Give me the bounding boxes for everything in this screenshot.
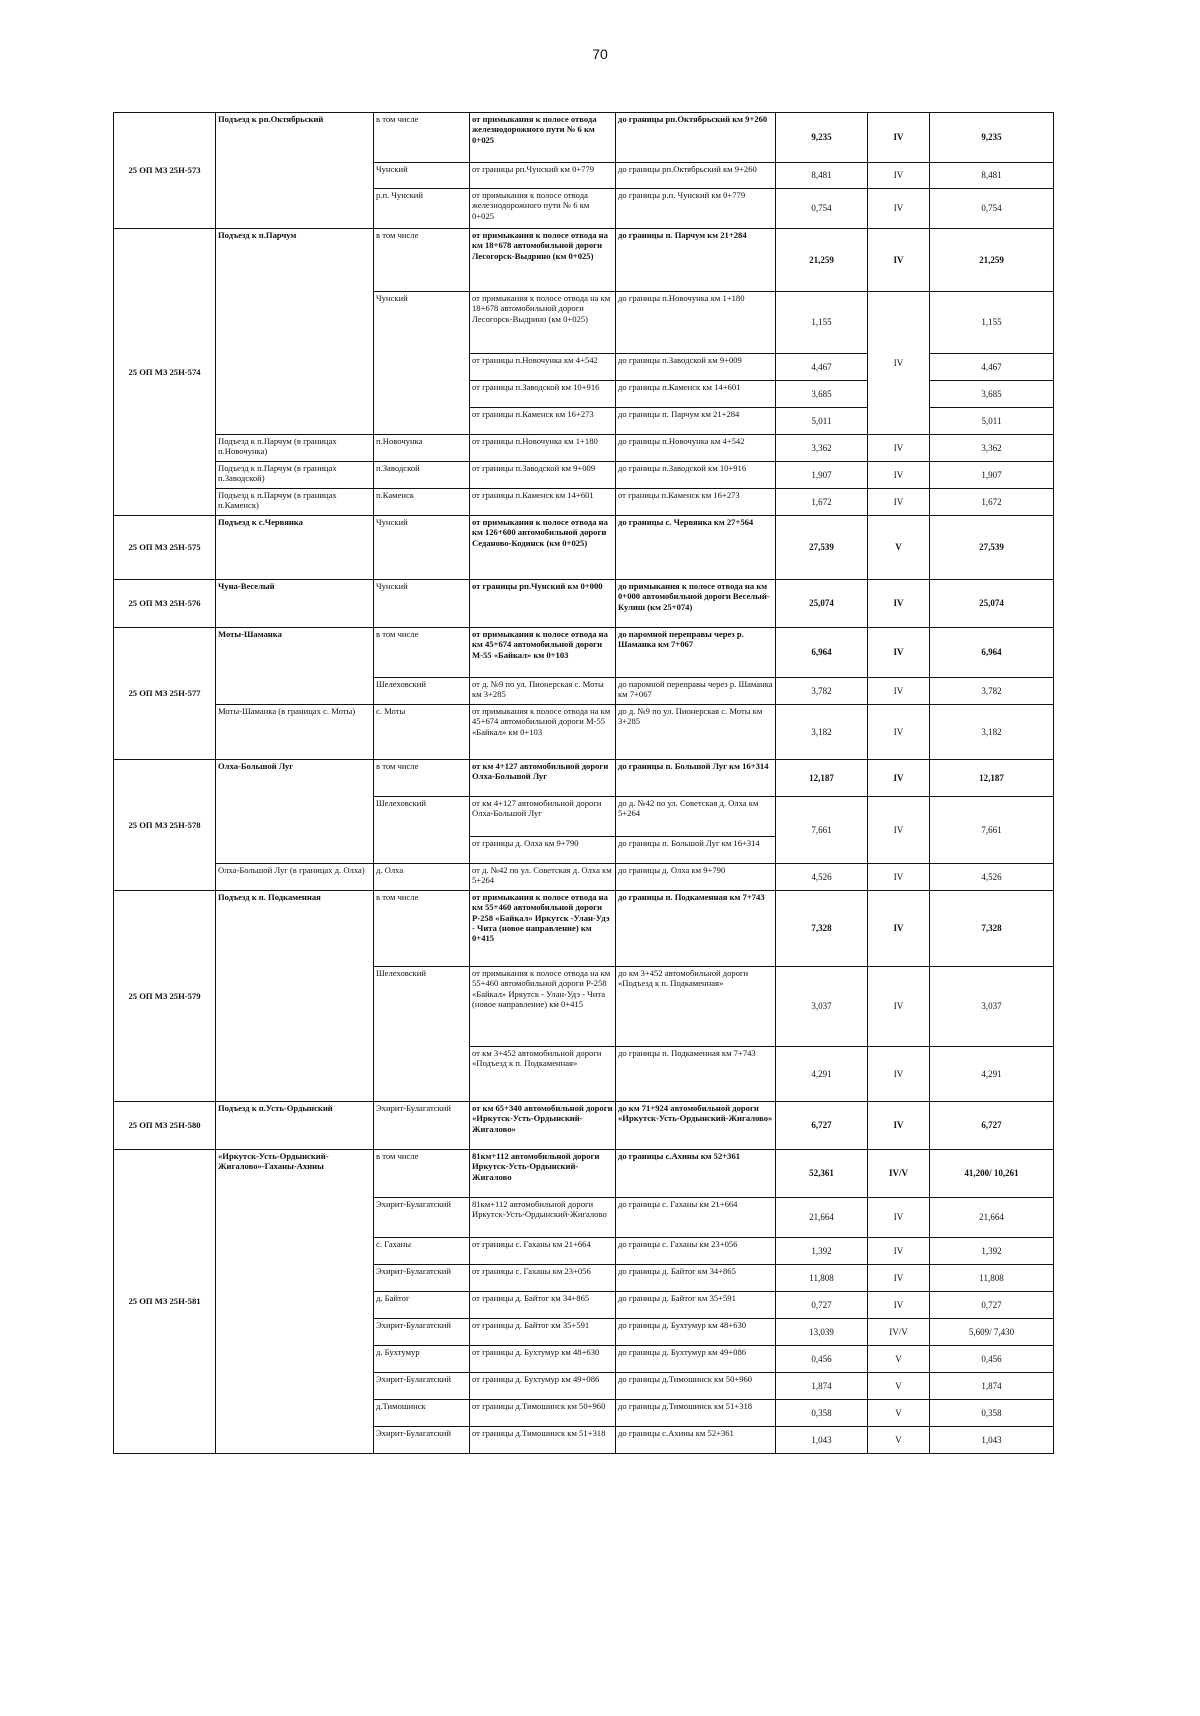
category-cell: IV/V bbox=[868, 1150, 930, 1198]
length-total-cell: 4,526 bbox=[930, 864, 1054, 891]
length-total-cell: 41,200/ 10,261 bbox=[930, 1150, 1054, 1198]
length-cell: 0,456 bbox=[776, 1346, 868, 1373]
length-total-cell: 3,182 bbox=[930, 705, 1054, 760]
category-cell: IV bbox=[868, 1292, 930, 1319]
to-cell: до границы д. Байтог км 35+591 bbox=[616, 1292, 776, 1319]
length-total-cell: 27,539 bbox=[930, 516, 1054, 580]
length-cell: 12,187 bbox=[776, 760, 868, 797]
from-cell: от примыкания к полосе отвода на км 55+460 автомобильной дороги Р-258 «Байкал» Иркутск - Улан-Удэ - Чита (новое направление) км 0+415 bbox=[470, 967, 616, 1047]
from-cell: от границы д. Бухтумур км 49+086 bbox=[470, 1373, 616, 1400]
to-cell: до границы п. Подкаменная км 7+743 bbox=[616, 1047, 776, 1102]
category-cell: IV bbox=[868, 1047, 930, 1102]
from-cell: от примыкания к полосе отвода на км 45+674 автомобильной дороги М-55 «Байкал» км 0+103 bbox=[470, 705, 616, 760]
from-cell: от границы д.Тимошинск км 51+318 bbox=[470, 1427, 616, 1454]
length-total-cell: 11,808 bbox=[930, 1265, 1054, 1292]
road-code-cell: 25 ОП МЗ 25Н-577 bbox=[114, 628, 216, 760]
road-name-cell: Чуна-Веселый bbox=[216, 580, 374, 628]
length-cell: 6,727 bbox=[776, 1102, 868, 1150]
from-cell: от км 3+452 автомобильной дороги «Подъезд к п. Подкаменная» bbox=[470, 1047, 616, 1102]
length-total-cell: 9,235 bbox=[930, 113, 1054, 163]
category-cell: IV bbox=[868, 462, 930, 489]
road-name-cell: «Иркутск-Усть-Ордынский-Жигалово»-Гаханы-Ахины bbox=[216, 1150, 374, 1454]
to-cell: до границы рп.Октябрьский км 9+260 bbox=[616, 113, 776, 163]
length-cell: 13,039 bbox=[776, 1319, 868, 1346]
district-cell: Чунский bbox=[374, 163, 470, 189]
district-cell: д.Тимошинск bbox=[374, 1400, 470, 1427]
to-cell: до границы с.Ахины км 52+361 bbox=[616, 1150, 776, 1198]
length-cell: 52,361 bbox=[776, 1150, 868, 1198]
to-cell: до границы п.Каменск км 14+601 bbox=[616, 381, 776, 408]
district-cell: Эхирит-Булагатский bbox=[374, 1427, 470, 1454]
table-row bbox=[114, 435, 1054, 462]
district-cell: Шелеховский bbox=[374, 797, 470, 864]
length-total-cell: 1,672 bbox=[930, 489, 1054, 516]
length-cell: 27,539 bbox=[776, 516, 868, 580]
road-code-cell: 25 ОП МЗ 25Н-580 bbox=[114, 1102, 216, 1150]
from-cell: от границы рп.Чунский км 0+779 bbox=[470, 163, 616, 189]
category-cell: IV bbox=[868, 678, 930, 705]
length-total-cell: 0,754 bbox=[930, 189, 1054, 229]
length-total-cell: 12,187 bbox=[930, 760, 1054, 797]
category-cell: IV bbox=[868, 435, 930, 462]
category-cell: IV bbox=[868, 1198, 930, 1238]
to-cell: от границы п.Каменск км 16+273 bbox=[616, 489, 776, 516]
category-cell: IV bbox=[868, 628, 930, 678]
to-cell: до границы п. Большой Луг км 16+314 bbox=[616, 837, 776, 864]
length-cell: 5,011 bbox=[776, 408, 868, 435]
from-cell: от границы д. Байтог км 34+865 bbox=[470, 1292, 616, 1319]
to-cell: до паромной переправы через р. Шаманка км 7+067 bbox=[616, 678, 776, 705]
road-name-cell: Подъезд к п. Подкаменная bbox=[216, 891, 374, 1102]
length-cell: 3,037 bbox=[776, 967, 868, 1047]
table-row bbox=[114, 229, 1054, 292]
to-cell: до границы д.Тимошинск км 51+318 bbox=[616, 1400, 776, 1427]
from-cell: от границы с. Гаханы км 23+056 bbox=[470, 1265, 616, 1292]
from-cell: от границы п.Заводской км 9+009 bbox=[470, 462, 616, 489]
district-cell: Шелеховский bbox=[374, 678, 470, 705]
length-total-cell: 0,727 bbox=[930, 1292, 1054, 1319]
district-cell: д. Бухтумур bbox=[374, 1346, 470, 1373]
from-cell: от примыкания к полосе отвода на км 55+460 автомобильной дороги Р-258 «Байкал» Иркутск -Улан-Удэ - Чита (новое направление) км 0+415 bbox=[470, 891, 616, 967]
to-cell: до д. №9 по ул. Пионерская с. Моты км 3+285 bbox=[616, 705, 776, 760]
from-cell: 81км+112 автомобильной дороги Иркутск-Усть-Ордынский-Жигалово bbox=[470, 1198, 616, 1238]
to-cell: до границы п. Парчум км 21+284 bbox=[616, 408, 776, 435]
category-cell: IV bbox=[868, 163, 930, 189]
from-cell: от границы п.Каменск км 16+273 bbox=[470, 408, 616, 435]
from-cell: от границы д.Тимошинск км 50+960 bbox=[470, 1400, 616, 1427]
road-name-cell: Подъезд к с.Червянка bbox=[216, 516, 374, 580]
page-number: 70 bbox=[592, 46, 608, 62]
to-cell: до границы п.Заводской км 10+916 bbox=[616, 462, 776, 489]
from-cell: от примыкания к полосе отвода на км 126+600 автомобильной дороги Седаново-Кодинск (км 0+025) bbox=[470, 516, 616, 580]
to-cell: до границы п.Новочунка км 4+542 bbox=[616, 435, 776, 462]
district-cell: Эхирит-Булагатский bbox=[374, 1198, 470, 1238]
district-cell: в том числе bbox=[374, 1150, 470, 1198]
to-cell: до границы с. Гаханы км 21+664 bbox=[616, 1198, 776, 1238]
district-cell: п.Заводской bbox=[374, 462, 470, 489]
length-cell: 3,782 bbox=[776, 678, 868, 705]
category-cell: IV bbox=[868, 1102, 930, 1150]
length-total-cell: 0,456 bbox=[930, 1346, 1054, 1373]
to-cell: до границы р.п. Чунский км 0+779 bbox=[616, 189, 776, 229]
table-row bbox=[114, 705, 1054, 760]
length-cell: 3,685 bbox=[776, 381, 868, 408]
category-cell: IV bbox=[868, 489, 930, 516]
district-cell: в том числе bbox=[374, 760, 470, 797]
length-cell: 4,291 bbox=[776, 1047, 868, 1102]
length-total-cell: 4,291 bbox=[930, 1047, 1054, 1102]
length-cell: 7,661 bbox=[776, 797, 868, 864]
length-cell: 25,074 bbox=[776, 580, 868, 628]
category-cell: IV bbox=[868, 760, 930, 797]
category-cell: V bbox=[868, 1373, 930, 1400]
length-total-cell: 7,661 bbox=[930, 797, 1054, 864]
district-cell: Эхирит-Булагатский bbox=[374, 1319, 470, 1346]
length-total-cell: 0,358 bbox=[930, 1400, 1054, 1427]
to-cell: до границы с. Гаханы км 23+056 bbox=[616, 1238, 776, 1265]
to-cell: до д. №42 по ул. Советская д. Олха км 5+264 bbox=[616, 797, 776, 837]
to-cell: до км 3+452 автомобильной дороги «Подъезд к п. Подкаменная» bbox=[616, 967, 776, 1047]
length-cell: 1,907 bbox=[776, 462, 868, 489]
from-cell: от границы д. Байтог км 35+591 bbox=[470, 1319, 616, 1346]
district-cell: с. Моты bbox=[374, 705, 470, 760]
to-cell: до паромной переправы через р. Шаманка км 7+067 bbox=[616, 628, 776, 678]
district-cell: п.Каменск bbox=[374, 489, 470, 516]
district-cell: в том числе bbox=[374, 229, 470, 292]
road-code-cell: 25 ОП МЗ 25Н-576 bbox=[114, 580, 216, 628]
road-code-cell: 25 ОП МЗ 25Н-574 bbox=[114, 229, 216, 516]
length-cell: 1,672 bbox=[776, 489, 868, 516]
table-row bbox=[114, 1102, 1054, 1150]
length-cell: 0,754 bbox=[776, 189, 868, 229]
category-cell: IV bbox=[868, 229, 930, 292]
from-cell: от примыкания к полосе отвода железнодорожного пути № 6 км 0+025 bbox=[470, 189, 616, 229]
road-name-cell: Подъезд к рп.Октябрьский bbox=[216, 113, 374, 229]
to-cell: до границы д. Бухтумур км 49+086 bbox=[616, 1346, 776, 1373]
district-cell: Чунский bbox=[374, 292, 470, 435]
length-total-cell: 1,392 bbox=[930, 1238, 1054, 1265]
from-cell: от примыкания к полосе отвода железнодорожного пути № 6 км 0+025 bbox=[470, 113, 616, 163]
category-cell: IV bbox=[868, 967, 930, 1047]
category-cell: V bbox=[868, 1400, 930, 1427]
to-cell: до границы д. Байтог км 34+865 bbox=[616, 1265, 776, 1292]
length-total-cell: 5,011 bbox=[930, 408, 1054, 435]
road-name-cell: Моты-Шаманка bbox=[216, 628, 374, 705]
length-cell: 0,358 bbox=[776, 1400, 868, 1427]
from-cell: от км 65+340 автомобильной дороги «Иркутск-Усть-Ордынский-Жигалово» bbox=[470, 1102, 616, 1150]
length-cell: 9,235 bbox=[776, 113, 868, 163]
length-total-cell: 25,074 bbox=[930, 580, 1054, 628]
district-cell: д. Байтог bbox=[374, 1292, 470, 1319]
to-cell: до границы с.Ахины км 52+361 bbox=[616, 1427, 776, 1454]
road-name-cell: Олха-Большой Луг (в границах д. Олха) bbox=[216, 864, 374, 891]
category-cell: IV bbox=[868, 797, 930, 864]
length-total-cell: 4,467 bbox=[930, 354, 1054, 381]
length-cell: 3,182 bbox=[776, 705, 868, 760]
from-cell: от границы п.Заводской км 10+916 bbox=[470, 381, 616, 408]
table-row bbox=[114, 113, 1054, 163]
from-cell: от км 4+127 автомобильной дороги Олха-Большой Луг bbox=[470, 797, 616, 837]
to-cell: до примыкания к полосе отвода на км 0+000 автомобильной дороги Веселый-Кулиш (км 25+074) bbox=[616, 580, 776, 628]
to-cell: до границы п. Большой Луг км 16+314 bbox=[616, 760, 776, 797]
road-name-cell: Олха-Большой Луг bbox=[216, 760, 374, 864]
district-cell: с. Гаханы bbox=[374, 1238, 470, 1265]
road-name-cell: Подъезд к п.Парчум bbox=[216, 229, 374, 435]
length-total-cell: 21,664 bbox=[930, 1198, 1054, 1238]
from-cell: от границы п.Новочунка км 4+542 bbox=[470, 354, 616, 381]
length-total-cell: 1,907 bbox=[930, 462, 1054, 489]
from-cell: от км 4+127 автомобильной дороги Олха-Большой Луг bbox=[470, 760, 616, 797]
district-cell: Чунский bbox=[374, 516, 470, 580]
road-code-cell: 25 ОП МЗ 25Н-578 bbox=[114, 760, 216, 891]
length-cell: 8,481 bbox=[776, 163, 868, 189]
length-cell: 0,727 bbox=[776, 1292, 868, 1319]
to-cell: до границы д. Бухтумур км 48+630 bbox=[616, 1319, 776, 1346]
road-name-cell: Подъезд к п.Парчум (в границах п.Новочунка) bbox=[216, 435, 374, 462]
length-cell: 7,328 bbox=[776, 891, 868, 967]
district-cell: в том числе bbox=[374, 628, 470, 678]
table-row bbox=[114, 628, 1054, 678]
road-name-cell: Подъезд к п.Усть-Ордынский bbox=[216, 1102, 374, 1150]
length-cell: 21,259 bbox=[776, 229, 868, 292]
district-cell: в том числе bbox=[374, 891, 470, 967]
length-cell: 11,808 bbox=[776, 1265, 868, 1292]
category-cell: IV bbox=[868, 1238, 930, 1265]
table-row bbox=[114, 864, 1054, 891]
district-cell: в том числе bbox=[374, 113, 470, 163]
from-cell: от границы д. Олха км 9+790 bbox=[470, 837, 616, 864]
table-row bbox=[114, 891, 1054, 967]
length-total-cell: 3,782 bbox=[930, 678, 1054, 705]
length-total-cell: 6,727 bbox=[930, 1102, 1054, 1150]
from-cell: от границы п.Новочунка км 1+180 bbox=[470, 435, 616, 462]
from-cell: от границы с. Гаханы км 21+664 bbox=[470, 1238, 616, 1265]
category-cell: IV bbox=[868, 113, 930, 163]
road-code-cell: 25 ОП МЗ 25Н-575 bbox=[114, 516, 216, 580]
to-cell: до границы п.Заводской км 9+009 bbox=[616, 354, 776, 381]
from-cell: от границы рп.Чунский км 0+000 bbox=[470, 580, 616, 628]
table-row bbox=[114, 489, 1054, 516]
roads-table bbox=[113, 112, 1054, 1454]
category-cell: IV bbox=[868, 705, 930, 760]
road-code-cell: 25 ОП МЗ 25Н-581 bbox=[114, 1150, 216, 1454]
table-row bbox=[114, 1150, 1054, 1198]
length-cell: 21,664 bbox=[776, 1198, 868, 1238]
district-cell: Эхирит-Булагатский bbox=[374, 1373, 470, 1400]
category-cell: V bbox=[868, 1346, 930, 1373]
district-cell: р.п. Чунский bbox=[374, 189, 470, 229]
length-total-cell: 3,362 bbox=[930, 435, 1054, 462]
road-name-cell: Моты-Шаманка (в границах с. Моты) bbox=[216, 705, 374, 760]
to-cell: до границы п. Подкаменная км 7+743 bbox=[616, 891, 776, 967]
road-code-cell: 25 ОП МЗ 25Н-573 bbox=[114, 113, 216, 229]
length-total-cell: 21,259 bbox=[930, 229, 1054, 292]
length-total-cell: 6,964 bbox=[930, 628, 1054, 678]
from-cell: от границы п.Каменск км 14+601 bbox=[470, 489, 616, 516]
district-cell: д. Олха bbox=[374, 864, 470, 891]
table-row bbox=[114, 462, 1054, 489]
length-total-cell: 8,481 bbox=[930, 163, 1054, 189]
district-cell: Шелеховский bbox=[374, 967, 470, 1102]
length-cell: 4,526 bbox=[776, 864, 868, 891]
length-cell: 3,362 bbox=[776, 435, 868, 462]
road-code-cell: 25 ОП МЗ 25Н-579 bbox=[114, 891, 216, 1102]
category-cell: IV bbox=[868, 864, 930, 891]
table-row bbox=[114, 580, 1054, 628]
road-name-cell: Подъезд к п.Парчум (в границах п.Каменск) bbox=[216, 489, 374, 516]
length-cell: 4,467 bbox=[776, 354, 868, 381]
category-cell: IV bbox=[868, 580, 930, 628]
length-cell: 1,392 bbox=[776, 1238, 868, 1265]
district-cell: п.Новочунка bbox=[374, 435, 470, 462]
category-cell: IV/V bbox=[868, 1319, 930, 1346]
category-cell: V bbox=[868, 516, 930, 580]
length-total-cell: 1,155 bbox=[930, 292, 1054, 354]
length-cell: 1,155 bbox=[776, 292, 868, 354]
length-total-cell: 5,609/ 7,430 bbox=[930, 1319, 1054, 1346]
length-total-cell: 1,043 bbox=[930, 1427, 1054, 1454]
category-cell: IV bbox=[868, 292, 930, 435]
to-cell: до границы с. Червянка км 27+564 bbox=[616, 516, 776, 580]
length-cell: 1,874 bbox=[776, 1373, 868, 1400]
district-cell: Чунский bbox=[374, 580, 470, 628]
from-cell: от границы д. Бухтумур км 48+630 bbox=[470, 1346, 616, 1373]
from-cell: от примыкания к полосе отвода на км 18+678 автомобильной дороги Лесогорск-Выдрино (км 0+025) bbox=[470, 292, 616, 354]
to-cell: до границы рп.Октябрьский км 9+260 bbox=[616, 163, 776, 189]
district-cell: Эхирит-Булагатский bbox=[374, 1102, 470, 1150]
from-cell: от примыкания к полосе отвода на км 18+678 автомобильной дороги Лесогорск-Выдрино (км 0+025) bbox=[470, 229, 616, 292]
length-total-cell: 3,685 bbox=[930, 381, 1054, 408]
table-row bbox=[114, 760, 1054, 797]
to-cell: до км 71+924 автомобильной дороги «Иркутск-Усть-Ордынский-Жигалово» bbox=[616, 1102, 776, 1150]
to-cell: до границы п.Новочунка км 1+180 bbox=[616, 292, 776, 354]
length-cell: 1,043 bbox=[776, 1427, 868, 1454]
to-cell: до границы д. Олха км 9+790 bbox=[616, 864, 776, 891]
from-cell: от д. №9 по ул. Пионерская с. Моты км 3+285 bbox=[470, 678, 616, 705]
from-cell: 81км+112 автомобильной дороги Иркутск-Усть-Ордынский-Жигалово bbox=[470, 1150, 616, 1198]
length-cell: 6,964 bbox=[776, 628, 868, 678]
category-cell: IV bbox=[868, 891, 930, 967]
district-cell: Эхирит-Булагатский bbox=[374, 1265, 470, 1292]
length-total-cell: 7,328 bbox=[930, 891, 1054, 967]
category-cell: V bbox=[868, 1427, 930, 1454]
from-cell: от д. №42 по ул. Советская д. Олха км 5+264 bbox=[470, 864, 616, 891]
length-total-cell: 1,874 bbox=[930, 1373, 1054, 1400]
road-name-cell: Подъезд к п.Парчум (в границах п.Заводской) bbox=[216, 462, 374, 489]
table-row bbox=[114, 516, 1054, 580]
length-total-cell: 3,037 bbox=[930, 967, 1054, 1047]
to-cell: до границы п. Парчум км 21+284 bbox=[616, 229, 776, 292]
category-cell: IV bbox=[868, 1265, 930, 1292]
to-cell: до границы д.Тимошинск км 50+960 bbox=[616, 1373, 776, 1400]
category-cell: IV bbox=[868, 189, 930, 229]
from-cell: от примыкания к полосе отвода на км 45+674 автомобильной дороги М-55 «Байкал» км 0+103 bbox=[470, 628, 616, 678]
